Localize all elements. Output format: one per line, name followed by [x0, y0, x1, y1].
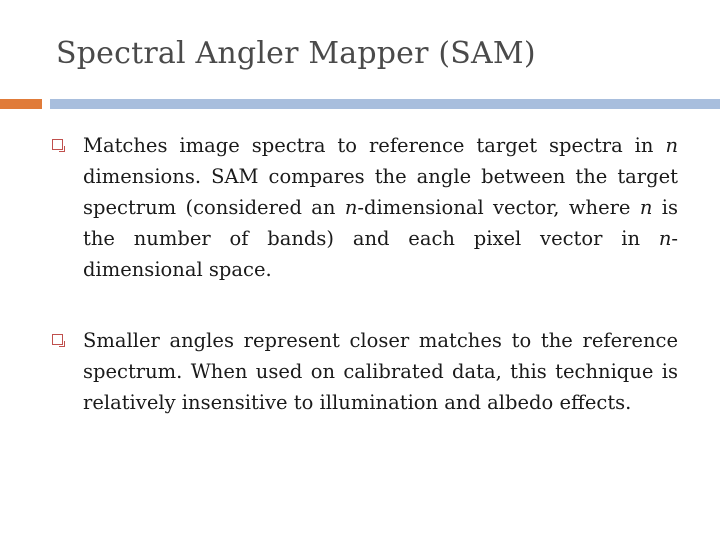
italic-variable: n: [665, 134, 678, 157]
italic-variable: n: [344, 196, 358, 219]
text-segment: Matches image spectra to reference target spectra in: [83, 134, 666, 157]
bullet-text: [83, 325, 678, 418]
text-segment: dimensions. SAM compares the angle between the target spectrum (considered an: [83, 165, 678, 219]
italic-variable: n: [658, 227, 672, 250]
square-bullet-icon: [52, 334, 63, 345]
title-rule-bar: [50, 99, 720, 109]
text-segment: is the number of bands) and each pixel vector in: [83, 196, 678, 250]
title-accent-block: [0, 99, 42, 109]
italic-variable: n: [639, 196, 653, 219]
text-segment: -dimensional vector, where: [357, 196, 640, 219]
slide-title: Spectral Angler Mapper (SAM): [56, 36, 536, 71]
bullet-list: [52, 130, 678, 458]
square-bullet-icon: [52, 139, 63, 150]
text-segment: -dimensional space.: [83, 227, 678, 281]
bullet-text: [83, 130, 678, 285]
bullet-item: [52, 325, 678, 418]
text-segment: Smaller angles represent closer matches to the reference spectrum. When used on calibrated data, this technique is relatively insensitive to illumination and albedo effects.: [83, 329, 678, 414]
bullet-item: [52, 130, 678, 285]
